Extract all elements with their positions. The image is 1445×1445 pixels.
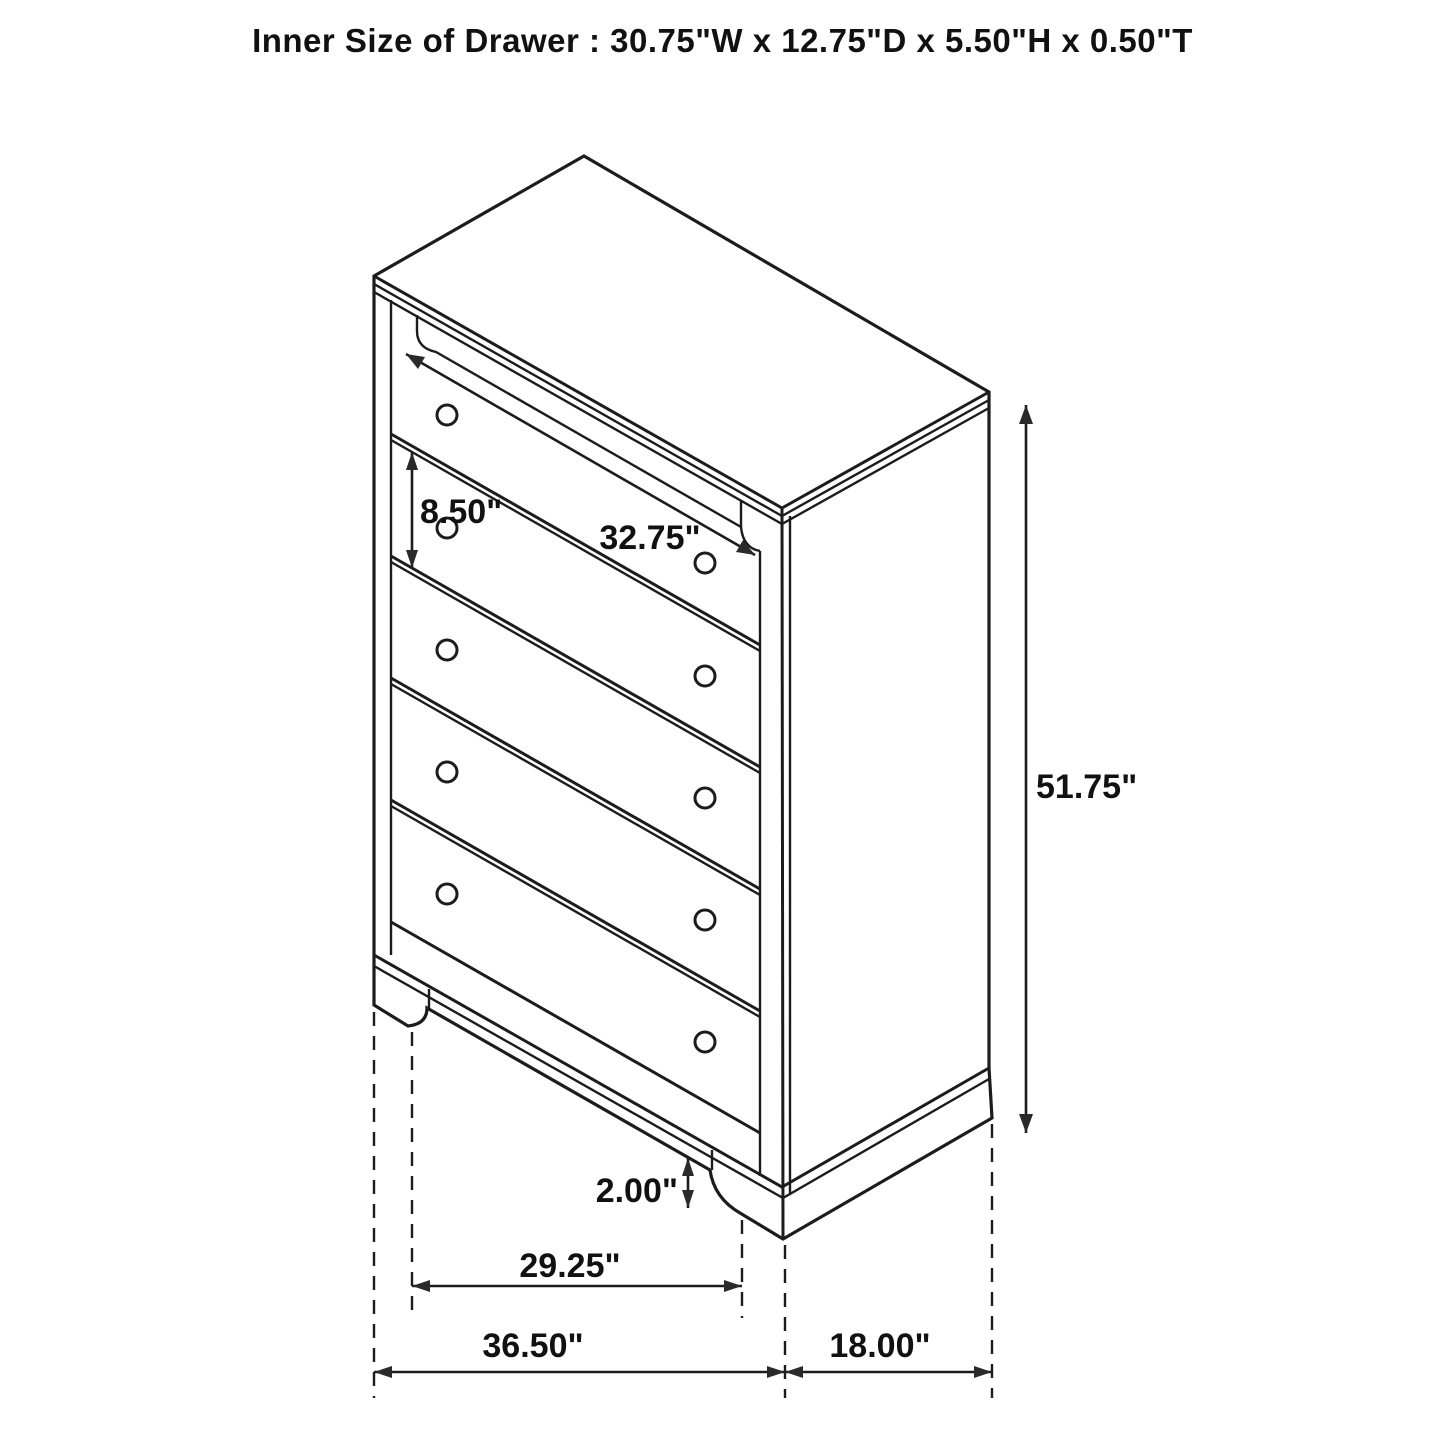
drawer4-knob-right [695, 910, 715, 930]
drawer4-knob-left [437, 762, 457, 782]
dim-overall-depth [785, 1327, 992, 1378]
dim-overall-width [374, 1327, 785, 1378]
page-title: Inner Size of Drawer : 30.75"W x 12.75"D x 5.50"H x 0.50"T [252, 22, 1193, 59]
front-right-corner-edge [782, 508, 783, 1239]
dim-cutout-height [596, 1158, 694, 1210]
drawer2-knob-right [695, 666, 715, 686]
drawer3-knob-left [437, 640, 457, 660]
drawer1-knob-left [437, 405, 457, 425]
dim-label-cutout-height: 2.00" [595, 1172, 678, 1210]
dim-label-overall-width: 36.50" [482, 1327, 584, 1365]
dim-cutout-width [412, 1247, 742, 1292]
drawer5-knob-right [695, 1032, 715, 1052]
dim-overall-height [1019, 405, 1137, 1133]
dim-label-cutout-width: 29.25" [519, 1247, 621, 1285]
dim-label-drawer-height: 8.50" [420, 493, 503, 531]
chest-silhouette [374, 156, 992, 1239]
drawer5-knob-left [437, 884, 457, 904]
drawer3-knob-right [695, 788, 715, 808]
dim-label-overall-height: 51.75" [1036, 768, 1138, 806]
chest-drawing [374, 156, 992, 1239]
dim-label-overall-depth: 18.00" [829, 1327, 931, 1365]
dim-label-drawer-width: 32.75" [599, 519, 701, 557]
